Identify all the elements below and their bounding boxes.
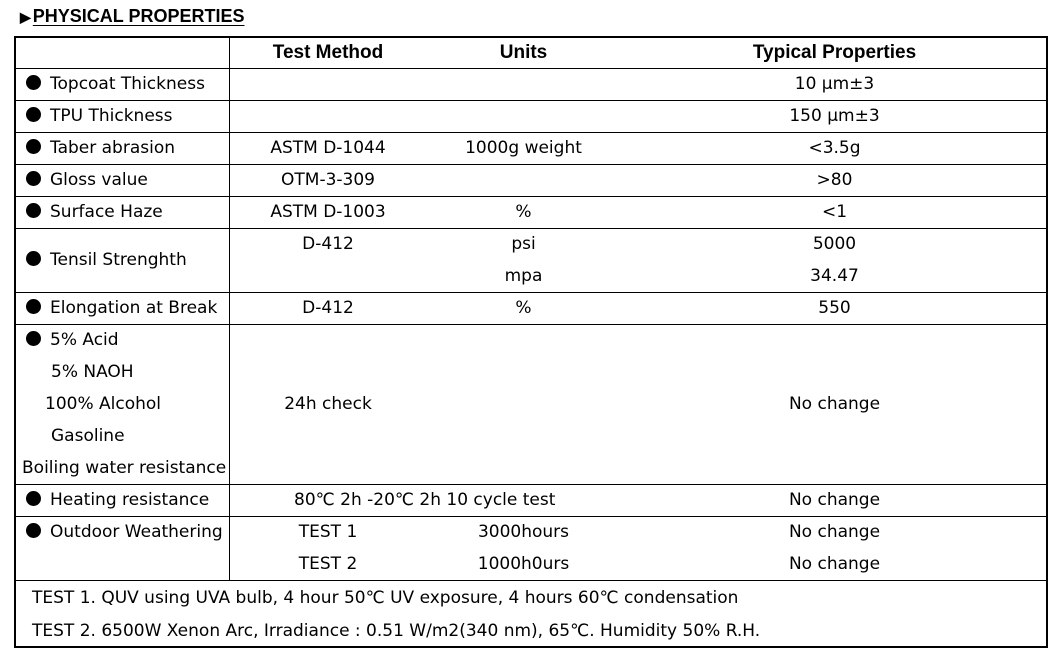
- row-divider: [14, 580, 1048, 581]
- triangle-right-icon: ▶: [20, 9, 31, 25]
- header-units: Units: [499, 42, 548, 63]
- row-divider: [14, 100, 1048, 101]
- row-divider: [14, 68, 1048, 69]
- value-tensile-psi: 5000: [812, 234, 857, 254]
- section-title: [20, 4, 245, 28]
- value-haze: <1: [821, 202, 848, 222]
- row-label-gasoline: Gasoline: [51, 426, 125, 446]
- row-divider: [14, 164, 1048, 165]
- note-test2: TEST 2. 6500W Xenon Arc, Irradiance : 0.51 W/m2(340 nm), 65℃. Humidity 50% R.H.: [32, 621, 761, 641]
- method-haze: ASTM D-1003: [270, 202, 386, 222]
- section-title-text: PHYSICAL PROPERTIES: [32, 6, 245, 26]
- units-tensile-psi: psi: [511, 234, 536, 254]
- bullet-icon: [26, 299, 41, 314]
- units-elongation: %: [515, 298, 532, 318]
- value-topcoat: 10 μm±3: [794, 74, 875, 94]
- row-divider: [14, 196, 1048, 197]
- row-label-elongation: Elongation at Break: [26, 298, 217, 318]
- bullet-icon: [26, 331, 41, 346]
- bullet-icon: [26, 75, 41, 90]
- row-label-topcoat: Topcoat Thickness: [26, 74, 205, 94]
- row-divider: [14, 228, 1048, 229]
- row-label-alcohol: 100% Alcohol: [45, 394, 162, 414]
- row-divider: [14, 516, 1048, 517]
- value-elongation: 550: [818, 298, 851, 318]
- value-outdoor-test2: No change: [788, 554, 881, 574]
- method-elongation: D-412: [302, 298, 354, 318]
- value-chemical: No change: [788, 394, 881, 414]
- value-outdoor-test1: No change: [788, 522, 881, 542]
- row-label-heating: Heating resistance: [26, 490, 209, 510]
- bullet-icon: [26, 139, 41, 154]
- method-tensile: D-412: [302, 234, 354, 254]
- row-label-tensile: Tensil Strenghth: [26, 250, 187, 270]
- value-tpu: 150 μm±3: [789, 106, 880, 126]
- bullet-icon: [26, 203, 41, 218]
- row-divider: [14, 132, 1048, 133]
- value-heating: No change: [788, 490, 881, 510]
- bullet-icon: [26, 251, 41, 266]
- row-divider: [14, 484, 1048, 485]
- bullet-icon: [26, 491, 41, 506]
- method-heating: 80℃ 2h -20℃ 2h 10 cycle test: [294, 490, 556, 510]
- row-label-haze: Surface Haze: [26, 202, 163, 222]
- value-gloss: >80: [816, 170, 853, 190]
- units-outdoor-test2: 1000h0urs: [477, 554, 570, 574]
- note-test1: TEST 1. QUV using UVA bulb, 4 hour 50℃ UV exposure, 4 hours 60℃ condensation: [32, 588, 739, 608]
- method-taber: ASTM D-1044: [270, 138, 386, 158]
- bullet-icon: [26, 523, 41, 538]
- row-divider: [14, 292, 1048, 293]
- method-chemical: 24h check: [284, 394, 372, 414]
- row-label-outdoor: Outdoor Weathering: [26, 522, 223, 542]
- row-label-taber: Taber abrasion: [26, 138, 175, 158]
- method-outdoor-test2: TEST 2: [298, 554, 358, 574]
- units-outdoor-test1: 3000hours: [477, 522, 570, 542]
- header-test-method: Test Method: [272, 42, 384, 63]
- value-taber: <3.5g: [808, 138, 861, 158]
- bullet-icon: [26, 107, 41, 122]
- units-taber: 1000g weight: [465, 138, 582, 158]
- units-tensile-mpa: mpa: [504, 266, 543, 286]
- method-outdoor-test1: TEST 1: [298, 522, 358, 542]
- row-label-boiling-water: Boiling water resistance: [22, 458, 227, 478]
- method-gloss: OTM-3-309: [281, 170, 375, 190]
- value-tensile-mpa: 34.47: [810, 266, 859, 286]
- row-label-naoh: 5% NAOH: [51, 362, 134, 382]
- row-label-gloss: Gloss value: [26, 170, 148, 190]
- row-divider: [14, 324, 1048, 325]
- row-label-tpu: TPU Thickness: [26, 106, 173, 126]
- row-label-acid: 5% Acid: [26, 330, 119, 350]
- header-typical-properties: Typical Properties: [752, 42, 917, 63]
- units-haze: %: [515, 202, 532, 222]
- bullet-icon: [26, 171, 41, 186]
